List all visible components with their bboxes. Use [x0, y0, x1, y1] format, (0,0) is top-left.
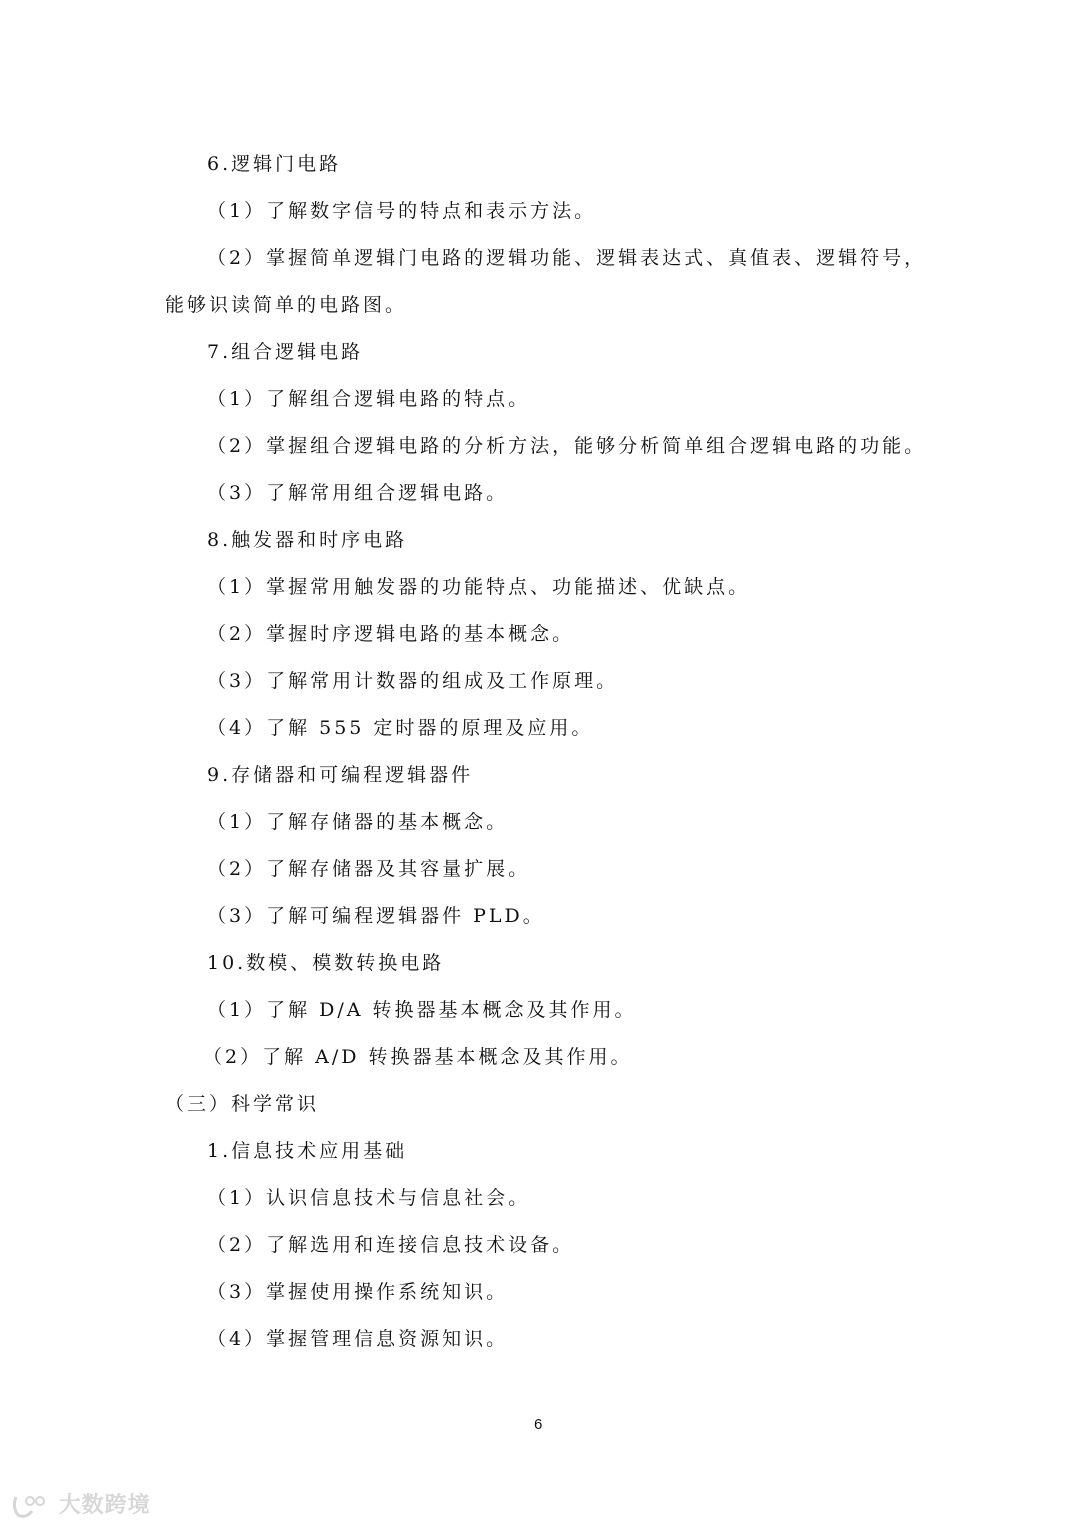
text-line: 6.逻辑门电路	[207, 153, 342, 175]
text-line: （1）了解存储器的基本概念。	[207, 811, 509, 833]
text-line: （2）了解存储器及其容量扩展。	[207, 858, 531, 880]
text-line: （1）掌握常用触发器的功能特点、功能描述、优缺点。	[207, 576, 751, 598]
text-line: （4）掌握管理信息资源知识。	[207, 1328, 509, 1350]
text-line: （3）了解常用组合逻辑电路。	[207, 482, 509, 504]
text-line: 1.信息技术应用基础	[207, 1140, 408, 1162]
page-number: 6	[534, 1416, 543, 1433]
text-line: （三）科学常识	[165, 1093, 320, 1115]
text-line: （4）了解 555 定时器的原理及应用。	[207, 717, 594, 739]
text-line: （3）掌握使用操作系统知识。	[207, 1281, 509, 1303]
text-line: 10.数模、模数转换电路	[207, 952, 445, 974]
text-line: （2）掌握时序逻辑电路的基本概念。	[207, 623, 575, 645]
watermark	[10, 1488, 151, 1519]
text-line: 8.触发器和时序电路	[207, 529, 408, 551]
text-line: 9.存储器和可编程逻辑器件	[207, 764, 474, 786]
watermark-text: 大数跨境	[58, 1493, 151, 1518]
text-line: （1）认识信息技术与信息社会。	[207, 1187, 531, 1209]
text-line: （1）了解数字信号的特点和表示方法。	[207, 200, 597, 222]
text-line: 能够识读简单的电路图。	[165, 294, 408, 316]
text-line: （1）了解组合逻辑电路的特点。	[207, 388, 531, 410]
text-line: （2）掌握简单逻辑门电路的逻辑功能、逻辑表达式、真值表、逻辑符号，	[207, 247, 927, 269]
text-line: 7.组合逻辑电路	[207, 341, 364, 363]
text-line: （3）了解可编程逻辑器件 PLD。	[207, 905, 545, 927]
text-line: （1）了解 D/A 转换器基本概念及其作用。	[207, 999, 637, 1021]
text-line: （2）了解选用和连接信息技术设备。	[207, 1234, 575, 1256]
watermark-logo-icon	[10, 1493, 50, 1519]
text-line: （2）了解 A/D 转换器基本概念及其作用。	[203, 1046, 633, 1068]
text-line: （3）了解常用计数器的组成及工作原理。	[207, 670, 619, 692]
text-line: （2）掌握组合逻辑电路的分析方法，能够分析简单组合逻辑电路的功能。	[207, 435, 927, 457]
